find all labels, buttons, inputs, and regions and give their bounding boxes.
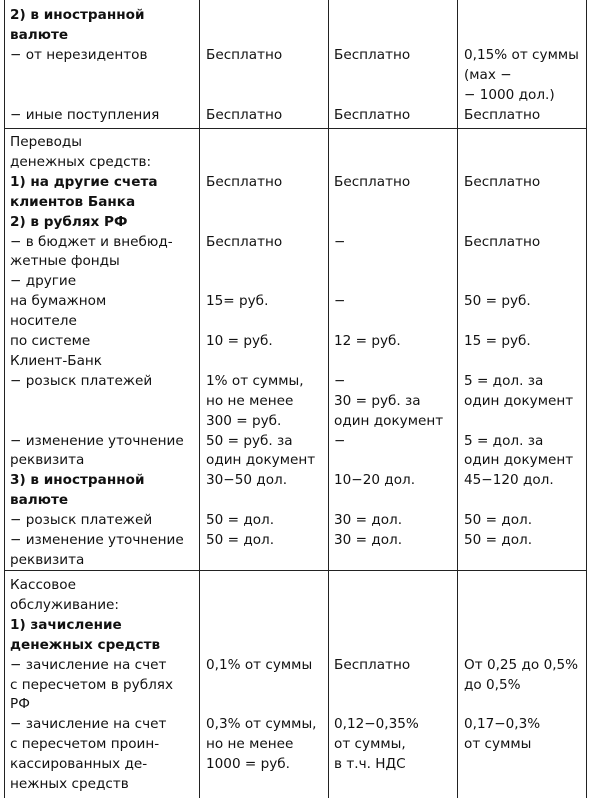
fee-bank-2: от суммы, (334, 736, 406, 753)
row-label-text: РФ (10, 696, 30, 713)
row-label-text: нежных средств (10, 776, 129, 792)
row-label-text: реквизита (10, 452, 85, 469)
fee-bank-2: один документ (334, 412, 444, 429)
fee-bank-1: 1% от суммы, (206, 372, 304, 389)
fee-bank-2: Бесплатно (334, 656, 411, 673)
row-label-text: по системе (10, 333, 91, 349)
row-label-text: денежных средств (10, 636, 161, 653)
row-label-text: Кассовое (10, 577, 76, 593)
row-label-text: − розыск платежей (10, 372, 153, 389)
row-label-text: − иные поступления (10, 106, 160, 123)
row-label-text: 2) в рублях РФ (10, 213, 128, 230)
fee-bank-1: 50 = дол. (206, 532, 275, 548)
row-label-text: носителе (10, 313, 77, 330)
column-divider (328, 0, 329, 798)
row-label-text: 1) на другие счета (10, 173, 158, 190)
fee-bank-2: Бесплатно (334, 173, 411, 190)
fee-bank-3: 50 = руб. (464, 293, 531, 310)
row-label-text: 2) в иностранной (10, 7, 145, 23)
row-label-text: реквизита (10, 551, 85, 568)
fee-bank-1: 15= руб. (206, 293, 269, 310)
row-label-text: − от нерезидентов (10, 46, 148, 63)
fee-bank-2: 30 = дол. (334, 532, 403, 548)
fee-bank-1: но не менее (206, 392, 294, 409)
fee-bank-1: Бесплатно (206, 46, 283, 63)
row-label-text: − в бюджет и внебюд- (10, 233, 173, 250)
fee-bank-1: 50 = дол. (206, 512, 275, 529)
fee-bank-3: 45−120 дол. (464, 472, 554, 489)
fee-bank-3: один документ (464, 392, 574, 409)
fee-bank-2: − (334, 432, 346, 449)
fee-bank-2: Бесплатно (334, 106, 411, 123)
fee-bank-3: 0,17−0,3% (464, 716, 541, 733)
tariff-table (4, 0, 587, 798)
fee-bank-3: 5 = дол. за (464, 372, 544, 389)
fee-bank-3: − 1000 дол.) (464, 86, 555, 103)
row-label-text: 3) в иностранной (10, 472, 145, 489)
row-label-text: − другие (10, 273, 77, 290)
fee-bank-1: Бесплатно (206, 173, 283, 190)
row-label-text: на бумажном (10, 293, 107, 310)
fee-bank-3: 15 = руб. (464, 333, 531, 349)
fee-bank-3: от суммы (464, 736, 532, 753)
fee-bank-2: в т.ч. НДС (334, 756, 406, 773)
fee-bank-3: один документ (464, 452, 574, 469)
fee-bank-2: 30 = дол. (334, 512, 403, 529)
row-label-text: обслуживание: (10, 596, 119, 613)
row-label-text: − розыск платежей (10, 512, 153, 529)
fee-bank-2: − (334, 372, 346, 389)
fee-bank-3: (мах − (464, 66, 512, 83)
row-label-text: кассированных де- (10, 756, 148, 773)
fee-bank-1: Бесплатно (206, 233, 283, 250)
fee-bank-1: 1000 = руб. (206, 756, 291, 773)
row-label-text: с пересчетом в рублях (10, 676, 174, 693)
column-divider (4, 0, 5, 798)
row-label-text: с пересчетом проин- (10, 736, 160, 753)
row-label-text: Клиент-Банк (10, 352, 103, 369)
fee-bank-3: до 0,5% (464, 676, 521, 693)
row-label-text: жетные фонды (10, 253, 120, 270)
fee-bank-3: 50 = дол. (464, 512, 533, 529)
fee-bank-3: Бесплатно (464, 233, 541, 250)
column-divider (457, 0, 458, 798)
row-label-text: валюте (10, 492, 69, 509)
row-label-text: − изменение уточнение (10, 532, 184, 548)
fee-bank-3: 50 = дол. (464, 532, 533, 548)
fee-bank-2: 30 = руб. за (334, 392, 421, 409)
row-divider (4, 570, 587, 571)
row-label-text: 1) зачисление (10, 616, 122, 633)
fee-bank-3: Бесплатно (464, 106, 541, 123)
fee-bank-3: От 0,25 до 0,5% (464, 656, 579, 673)
column-divider (199, 0, 200, 798)
fee-bank-1: 300 = руб. (206, 412, 282, 429)
fee-bank-1: но не менее (206, 736, 294, 753)
column-divider (586, 0, 587, 798)
fee-bank-1: 30−50 дол. (206, 472, 288, 489)
row-label-text: валюте (10, 26, 69, 43)
fee-bank-2: 0,12−0,35% (334, 716, 419, 733)
row-label-text: денежных средств: (10, 153, 152, 170)
fee-bank-1: 0,1% от суммы (206, 656, 313, 673)
row-divider (4, 128, 587, 129)
row-label-text: клиентов Банка (10, 193, 136, 210)
fee-bank-2: 10−20 дол. (334, 472, 416, 489)
fee-bank-2: 12 = руб. (334, 333, 401, 349)
row-label-text: Переводы (10, 134, 83, 150)
fee-bank-1: 10 = руб. (206, 333, 273, 349)
fee-bank-2: Бесплатно (334, 46, 411, 63)
fee-bank-2: − (334, 293, 346, 310)
fee-bank-3: Бесплатно (464, 173, 541, 190)
fee-bank-3: 0,15% от суммы (464, 46, 579, 63)
row-label-text: − изменение уточнение (10, 432, 184, 449)
fee-bank-3: 5 = дол. за (464, 432, 544, 449)
fee-bank-1: один документ (206, 452, 316, 469)
fee-bank-1: 50 = руб. за (206, 432, 293, 449)
row-label-text: − зачисление на счет (10, 716, 167, 733)
fee-bank-1: 0,3% от суммы, (206, 716, 317, 733)
fee-bank-1: Бесплатно (206, 106, 283, 123)
row-label-text: − зачисление на счет (10, 656, 167, 673)
fee-bank-2: − (334, 233, 346, 250)
